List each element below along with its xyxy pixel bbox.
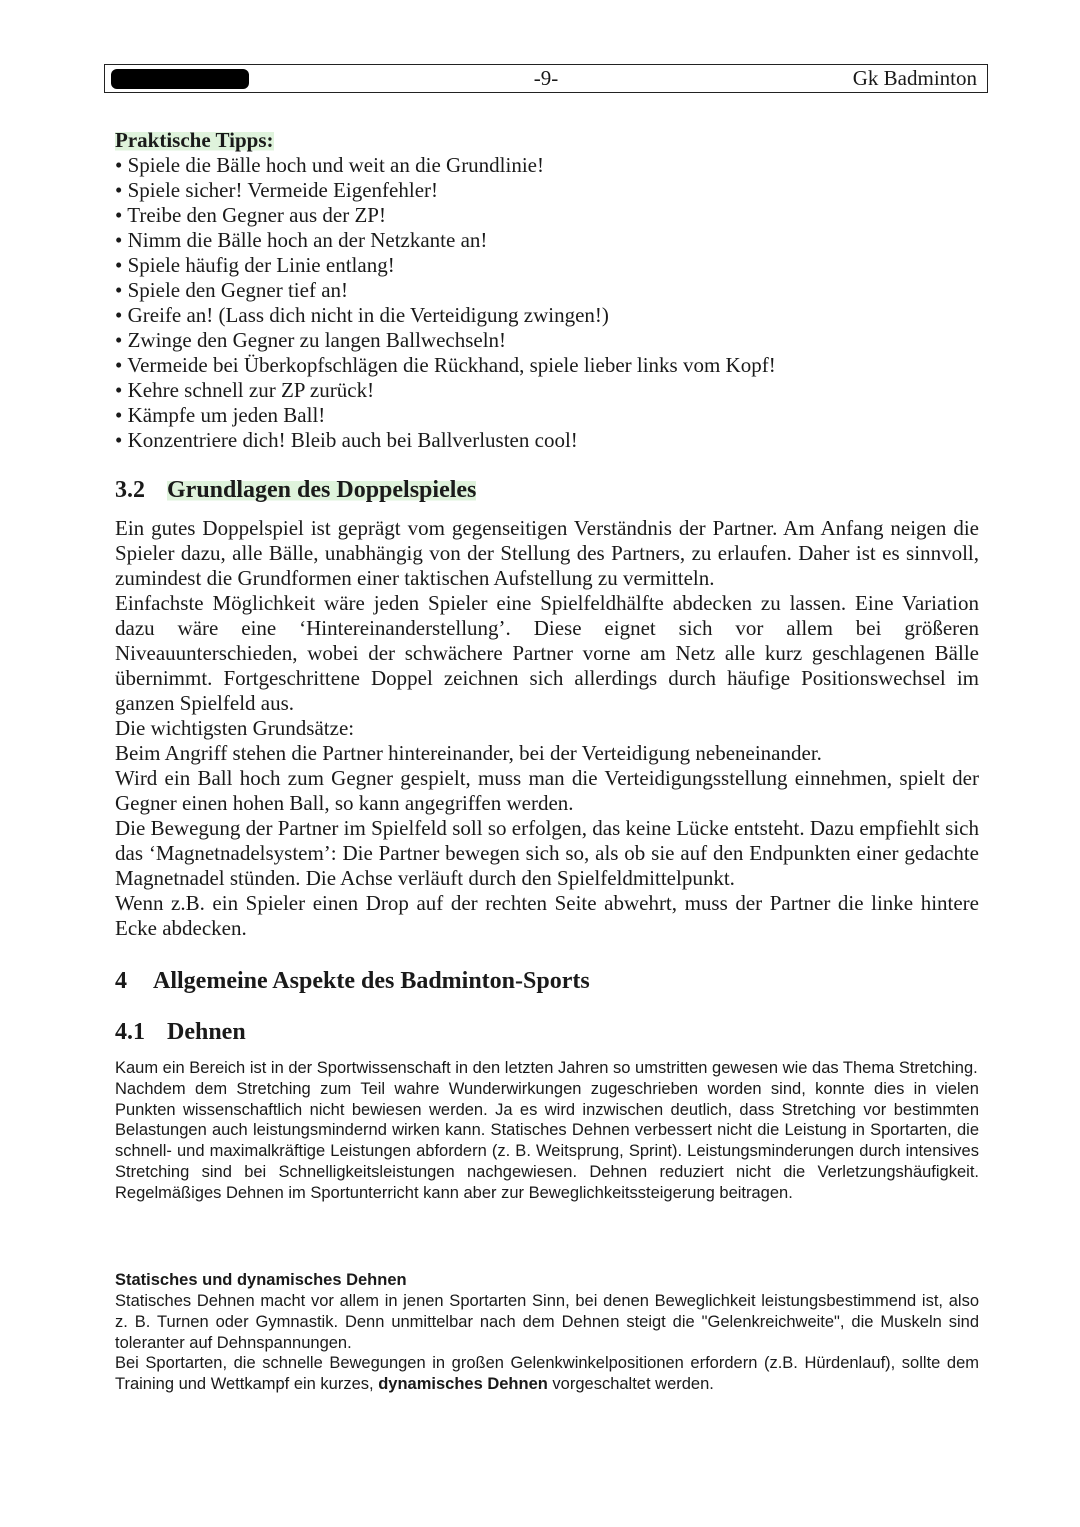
section-heading-4-1: [115, 1019, 246, 1046]
bold-term: dynamisches Dehnen: [378, 1375, 548, 1394]
paragraph: Die Bewegung der Partner im Spielfeld soll so erfolgen, das keine Lücke entsteht. Dazu empfiehlt sich das ‘Magnetnadelsystem’: Die Partner bewegen sich so, als ob sie auf den Endpunkten einer gedachte Magnetnadel stünden. Die Achse verläuft durch den Spielfeldmittelpunkt.: [115, 816, 979, 890]
list-item: • Spiele den Gegner tief an!: [115, 278, 776, 303]
list-item: • Kehre schnell zur ZP zurück!: [115, 378, 776, 403]
list-item: • Treibe den Gegner aus der ZP!: [115, 203, 776, 228]
section-heading-3-2: [115, 477, 476, 504]
section-title: Dehnen: [167, 1019, 246, 1045]
paragraph: Kaum ein Bereich ist in der Sportwissenschaft in den letzten Jahren so umstritten gewesen wie das Thema Stretching.: [115, 1059, 978, 1077]
list-item: • Greife an! (Lass dich nicht in die Verteidigung zwingen!): [115, 303, 776, 328]
list-item: • Zwinge den Gegner zu langen Ballwechseln!: [115, 328, 776, 353]
paragraph: Nachdem dem Stretching zum Teil wahre Wunderwirkungen zugeschrieben worden sind, konnte dies in vielen Punkten wissenschaftlich nicht bewiesen werden. Ja es wird inzwischen deutlich, dass Stretching vor bestimmten Belastungen auch leistungsmindernd wirken kann. Statisches Dehnen verbessert nicht die Leistung in Sportarten, die schnell- und maximalkräftige Leistungen abfordern (z. B. Weitsprung, Sprint). Leistungsminderungen durch intensives Stretching sind bei Schnelligkeitsleistungen nachgewiesen. Dehnen reduziert nicht die Verletzungshäufigkeit. Regelmäßiges Dehnen im Sportunterricht kann aber zur Beweglichkeitssteigerung beitragen.: [115, 1079, 979, 1202]
list-item: • Vermeide bei Überkopfschlägen die Rückhand, spiele lieber links vom Kopf!: [115, 353, 776, 378]
tips-title: Praktische Tipps:: [115, 128, 274, 152]
paragraph: Statisches Dehnen macht vor allem in jenen Sportarten Sinn, bei denen Beweglichkeit leistungsbestimmend ist, also z. B. Turnen oder Gymnastik. Denn unmittelbar nach dem Dehnen steigt die "Gelenkreichweite", die Muskeln sind toleranter auf Dehnspannungen.: [115, 1292, 979, 1352]
page-header: [104, 64, 988, 93]
section-title: Grundlagen des Doppelspieles: [167, 477, 477, 503]
list-item: • Kämpfe um jeden Ball!: [115, 403, 776, 428]
tips-list: [115, 153, 776, 453]
page-number: -9-: [533, 66, 559, 90]
section-heading-4: [115, 968, 590, 995]
paragraph: Ein gutes Doppelspiel ist geprägt vom gegenseitigen Verständnis der Partner. Am Anfang neigen die Spieler dazu, alle Bälle, unabhängig von der Stellung des Partners, zu erlaufen. Daher ist es sinnvoll, zumindest die Grundformen einer taktischen Aufstellung zu vermitteln.: [115, 516, 979, 590]
subsection-title: Statisches und dynamisches Dehnen: [115, 1271, 407, 1289]
list-item: • Spiele häufig der Linie entlang!: [115, 253, 776, 278]
paragraph: Bei Sportarten, die schnelle Bewegungen in großen Gelenkwinkelpositionen erfordern (z.B. Hürdenlauf), sollte dem Training und Wettkampf ein kurzes, dynamisches Dehnen vorgeschaltet werden.: [115, 1354, 979, 1394]
list-item: • Konzentriere dich! Bleib auch bei Ballverlusten cool!: [115, 428, 776, 453]
paragraph: Wenn z.B. ein Spieler einen Drop auf der rechten Seite abwehrt, muss der Partner die linke hintere Ecke abdecken.: [115, 891, 979, 940]
section-title: Allgemeine Aspekte des Badminton-Sports: [153, 968, 590, 994]
paragraph: Die wichtigsten Grundsätze:: [115, 716, 355, 740]
list-item: • Spiele die Bälle hoch und weit an die Grundlinie!: [115, 153, 776, 178]
list-item: • Nimm die Bälle hoch an der Netzkante an!: [115, 228, 776, 253]
paragraph: Beim Angriff stehen die Partner hintereinander, bei der Verteidigung nebeneinander.: [115, 741, 822, 765]
section-3-2-body: [115, 516, 979, 941]
list-item: • Spiele sicher! Vermeide Eigenfehler!: [115, 178, 776, 203]
subsection-body: [115, 1291, 979, 1395]
paragraph: Einfachste Möglichkeit wäre jeden Spieler eine Spielfeldhälfte abdecken zu lassen. Eine Variation dazu wäre eine ‘Hintereinanderstellung’. Diese eignet sich vor allem bei größeren Niveauunterschieden, wobei der schwächere Partner vorne am Netz alle kurz geschlagenen Bälle übernimmt. Fortgeschrittene Doppel zeichnen sich allerdings durch häufige Positionswechsel im ganzen Spielfeld aus.: [115, 591, 979, 715]
section-number: 3.2: [115, 477, 145, 503]
section-4-1-body: [115, 1058, 979, 1204]
section-number: 4.1: [115, 1019, 145, 1045]
section-number: 4: [115, 968, 127, 994]
course-title: Gk Badminton: [852, 66, 977, 90]
paragraph: Wird ein Ball hoch zum Gegner gespielt, muss man die Verteidigungsstellung einnehmen, spielt der Gegner einen hohen Ball, so kann angegriffen werden.: [115, 766, 979, 815]
